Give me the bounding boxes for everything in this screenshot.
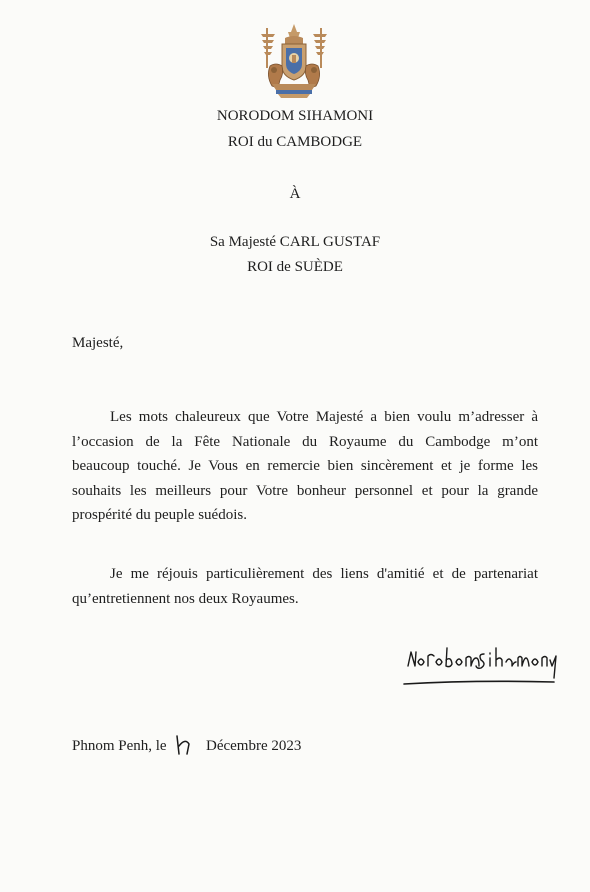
- handwritten-date: [173, 734, 195, 756]
- paragraph-friendship: [72, 562, 538, 611]
- recipient-name: Sa Majesté CARL GUSTAF: [209, 234, 381, 250]
- paragraph-line: beaucoup touché. Je Vous en remercie bien sincèrement et je forme les: [72, 458, 538, 474]
- royal-coat-of-arms-icon: [258, 22, 330, 100]
- paragraph-line: prospérité du peuple suédois.: [72, 507, 247, 523]
- paragraph-line: qu’entretiennent nos deux Royaumes.: [72, 590, 299, 607]
- handwritten-signature: [402, 636, 560, 692]
- paragraph-line: Les mots chaleureux que Votre Majesté a bien voulu m’adresser à: [110, 409, 538, 425]
- recipient-title: ROI de SUÈDE: [247, 259, 343, 275]
- sender-title: ROI du CAMBODGE: [227, 134, 363, 150]
- paragraph-line: Je me réjouis particulièrement des liens d'amitié et de partenariat: [110, 566, 538, 582]
- paragraph-line: l’occasion de la Fête Nationale du Royaume du Cambodge m’ont: [72, 433, 538, 450]
- paragraph-thanks: [72, 405, 538, 528]
- closing-place: Phnom Penh, le: [72, 738, 167, 754]
- sender-name: NORODOM SIHAMONI: [216, 108, 374, 124]
- salutation: Majesté,: [72, 335, 124, 351]
- to-marker: À: [289, 186, 301, 202]
- closing-date: Décembre 2023: [206, 738, 302, 754]
- paragraph-line: souhaits les meilleurs pour Votre bonheur personnel et pour la grande: [72, 482, 538, 499]
